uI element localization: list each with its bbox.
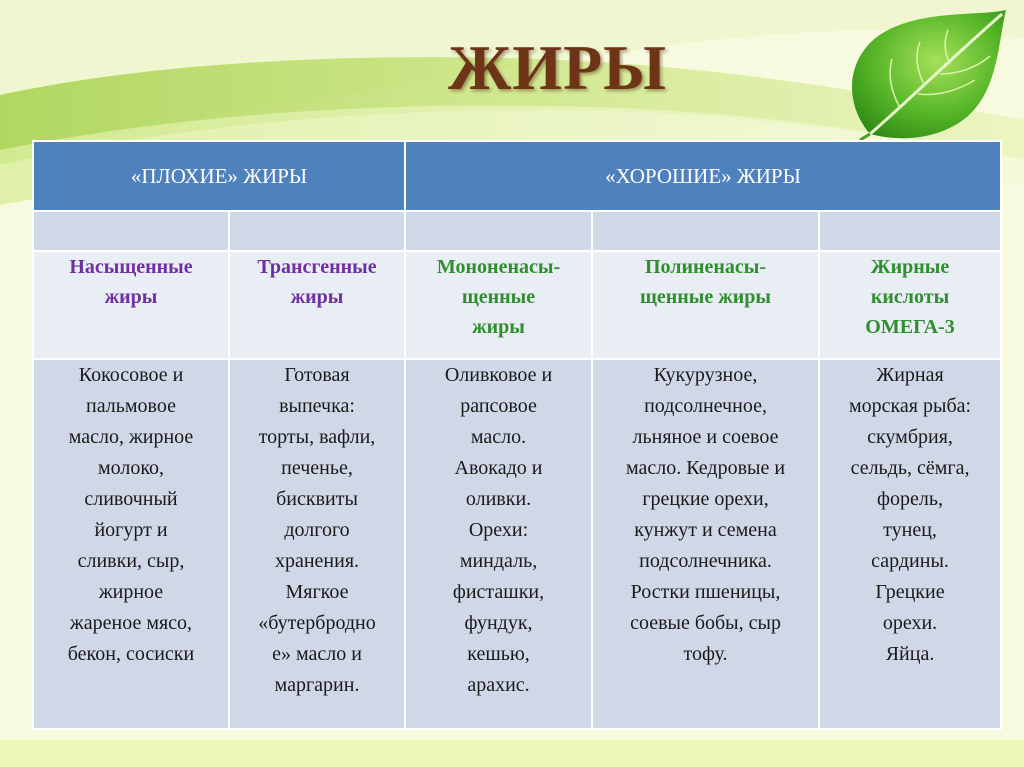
fat-sources-row <box>33 359 1001 729</box>
spacer-cell <box>405 211 592 251</box>
type-trans: Трансгенные жиры <box>229 251 405 359</box>
slide-title: ЖИРЫ <box>448 32 667 103</box>
sources-saturated: Кокосовое и пальмовое масло, жирное молоко, сливочный йогурт и сливки, сыр, жирное жареное мясо, бекон, сосиски <box>33 359 229 729</box>
spacer-cell <box>819 211 1001 251</box>
sources-polyunsaturated: Кукурузное, подсолнечное, льняное и соевое масло. Кедровые и грецкие орехи, кунжут и семена подсолнечника. Ростки пшеницы, соевые бобы, сыр тофу. <box>592 359 819 729</box>
type-omega3: Жирные кислоты ОМЕГА-3 <box>819 251 1001 359</box>
spacer-cell <box>229 211 405 251</box>
green-leaf-icon <box>830 4 1010 142</box>
fat-type-row <box>33 251 1001 359</box>
spacer-row <box>33 211 1001 251</box>
group-good-fats: «ХОРОШИЕ» ЖИРЫ <box>405 141 1001 211</box>
spacer-cell <box>592 211 819 251</box>
sources-monounsaturated: Оливковое и рапсовое масло. Авокадо и оливки. Орехи: миндаль, фисташки, фундук, кешью, арахис. <box>405 359 592 729</box>
group-bad-fats: «ПЛОХИЕ» ЖИРЫ <box>33 141 405 211</box>
type-saturated: Насыщенные жиры <box>33 251 229 359</box>
group-header-row <box>33 141 1001 211</box>
sources-omega3: Жирная морская рыба: скумбрия, сельдь, сёмга, форель, тунец, сардины. Грецкие орехи. Яйца. <box>819 359 1001 729</box>
type-monounsaturated: Мононенасы- щенные жиры <box>405 251 592 359</box>
fats-table <box>32 140 1002 730</box>
sources-trans: Готовая выпечка: торты, вафли, печенье, бисквиты долгого хранения. Мягкое «бутербродно е» масло и маргарин. <box>229 359 405 729</box>
type-polyunsaturated: Полиненасы- щенные жиры <box>592 251 819 359</box>
spacer-cell <box>33 211 229 251</box>
